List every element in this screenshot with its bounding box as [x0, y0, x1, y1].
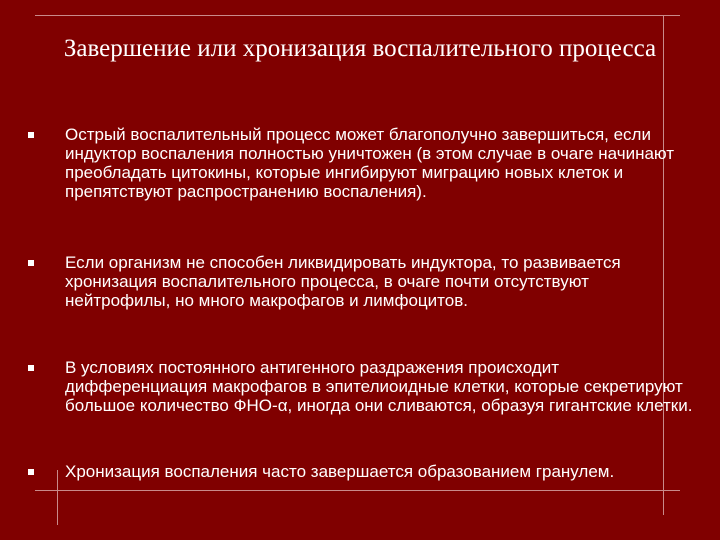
bullet-text: Если организм не способен ликвидировать индуктора, то развивается хронизация воспалительного процесса, в очаге почти отсутствуют нейтрофилы, но много макрофагов и лимфоцитов.: [65, 253, 621, 310]
left-rule: [57, 470, 58, 525]
slide-title: Завершение или хронизация воспалительного процесса: [63, 35, 657, 62]
bullet-text: Острый воспалительный процесс может благополучно завершиться, если индуктор воспаления полностью уничтожен (в этом случае в очаге начинают преобладать цитокины, которые ингибируют миграцию новых клеток и препятствуют распространению воспаления).: [65, 125, 675, 201]
square-bullet-icon: [28, 365, 34, 371]
square-bullet-icon: [28, 132, 34, 138]
top-rule: [35, 15, 680, 16]
square-bullet-icon: [28, 260, 34, 266]
bullet-text: Хронизация воспаления часто завершается образованием гранулем.: [65, 462, 615, 481]
bullet-text: В условиях постоянного антигенного раздражения происходит дифференциация макрофагов в эпителиоидные клетки, которые секретируют большое количество ФНО-α, иногда они сливаются, образуя гигантские клетки.: [65, 358, 693, 415]
square-bullet-icon: [28, 469, 34, 475]
bottom-rule: [35, 490, 680, 491]
